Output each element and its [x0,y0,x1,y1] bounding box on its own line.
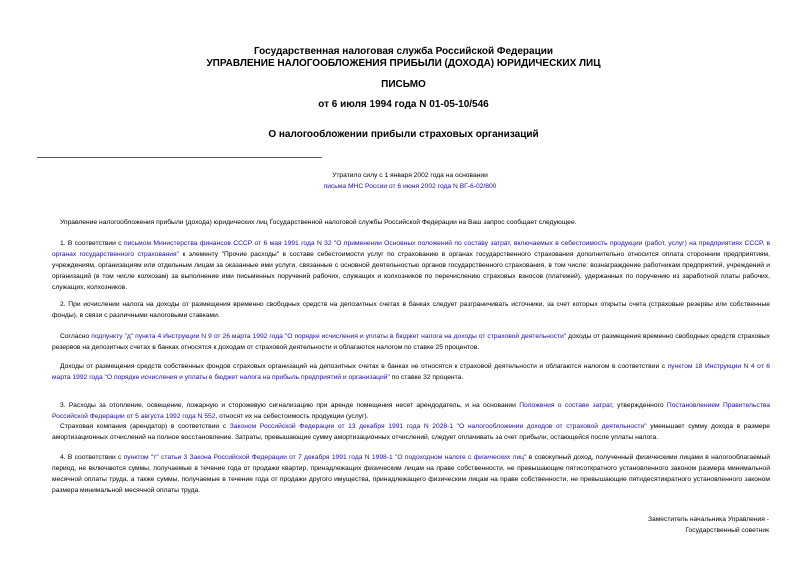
signature-line-1: Заместитель начальника Управления - [647,516,769,523]
paragraph-1-link[interactable]: письмом Министерства финансов СССР от 6 мая 1991 года N 32 "О применении Основных положений по составу затрат, включаемых в себестоимость продукции (работ, услуг) на предприятиях СССР, в органах государственного страхования" [52,240,770,258]
paragraph-7-text-b: в совокупный доход, полученный физическими лицами в налогооблагаемый период, не включаются суммы, получаемые в течение года от продажи квартир, принадлежащих физическим лицам на праве собственности, не превышающие пятисоткратного установленного законом размера минимальной месячной оплаты труда, а также суммы, получаемые в течение года от продажи другого имущества, принадлежащего физическим лицам на праве собственности, не превышающие пятидесятикратного установленного законом размера минимальной месячной оплаты труда. [52,454,770,494]
status-note-text: Утратило силу с 1 января 2002 года на основании [332,172,488,179]
separator-line [37,157,322,158]
paragraph-5-link-1[interactable]: Положения о составе затрат [519,402,612,409]
document-date: от 6 июля 1994 года N 01-05-10/546 [318,99,489,110]
paragraph-4-text-b: по ставке 32 процента. [389,374,464,381]
paragraph-7-link[interactable]: пунктом "т" статьи 3 Закона Российской Федерации от 7 декабря 1991 года N 1998-1 "О подоходном налоге с физических лиц" [123,454,527,461]
paragraph-4 [52,361,770,383]
paragraph-5 [52,400,770,422]
paragraph-6-text-a: Страховая компания (арендатор) в соответствии с [60,423,230,430]
document-title: О налогообложении прибыли страховых организаций [268,129,539,140]
status-note [300,170,520,192]
issuer-name: Государственная налоговая служба Российской Федерации [253,46,554,57]
paragraph-5-text-a: 3. Расходы за отопление, освещение, пожарную и сторожевую сигнализацию при аренде помещения несет арендодатель, и на основании [60,402,520,409]
paragraph-7-text-a: 4. В соответствии с [60,454,124,461]
paragraph-4-link[interactable]: пунктом 18 Инструкции N 4 от 6 марта 1992 года "О порядке исчисления и уплаты в бюджет налога на прибыль предприятий и организаций" [52,363,770,381]
paragraph-1-text-a: 1. В соответствии с [60,240,124,247]
paragraph-3-text-a: Согласно [60,333,92,340]
department-name: УПРАВЛЕНИЕ НАЛОГООБЛОЖЕНИЯ ПРИБЫЛИ (ДОХОДА) ЮРИДИЧЕСКИХ ЛИЦ [206,58,601,69]
paragraph-5-text-c: , относят их на себестоимость продукции (услуг). [215,413,369,420]
intro-paragraph: Управление налогообложения прибыли (дохода) юридических лиц Государственной налоговой службы Российской Федерации на Ваш запрос сообщает следующее. [60,219,577,226]
paragraph-4-text-a: Доходы от размещения средств собственных фондов страховых организаций на депозитных счетах в банках не относятся к страховой деятельности и облагаются налогом в соответствии с [60,363,668,370]
paragraph-1 [52,238,770,293]
paragraph-3-text-b: доходы от размещения временно свободных средств страховых резервов на депозитных счетах в банках относятся к доходам от страховой деятельности и облагаются налогом по ставке 25 процентов. [52,333,770,351]
paragraph-6 [52,421,770,443]
document-type: ПИСЬМО [381,79,426,90]
paragraph-6-link[interactable]: Законом Российской Федерации от 13 декабря 1991 года N 2028-1 "О налогообложении доходов от страховой деятельности" [229,423,647,430]
signature-line-2: Государственный советник [685,527,769,534]
paragraph-6-text-b: уменьшает сумму дохода в размере амортизационных отчислений на полное восстановление. Затраты, превышающие сумму амортизационных отчислений, следует оплачивать за счет прибыли, остающейся после уплаты налога. [52,423,770,441]
status-note-link[interactable]: письма МНС России от 6 июня 2002 года N ВГ-6-02/800 [323,183,497,190]
paragraph-2: 2. При исчислении налога на доходы от размещения временно свободных средств на депозитных счетах в банках следует разграничивать источники, за счет которых открыты счета (страховые резервы или собственные фонды), в связи с различными налоговыми ставками. [52,301,770,319]
paragraph-5-text-b: , утвержденного [611,402,667,409]
paragraph-5-link-2[interactable]: Постановлением Правительства Российской Федерации от 5 августа 1992 года N 552 [52,402,770,420]
paragraph-1-text-b: к элементу "Прочие расходы" в составе себестоимости услуг по страхованию в органах государственного страхования дополнительно относится оплата сторонним предприятиям, учреждениям, организациям или отдельным лицам за оказанные ими услуги, связанные с основной деятельностью органов государственного страхования, в том числе: вознаграждение работникам предприятий, учреждений и организаций (в том числе колхозам) за выполнение ими письменных поручений рабочих, служащих и колхозников по перечислению страховых взносов (платежей), удержанных по поручению из заработной платы рабочих, служащих, колхозников. [52,251,771,291]
paragraph-3-link[interactable]: подпункту "д" пункта 4 Инструкции N 9 от 26 марта 1992 года "О порядке исчисления и уплаты в бюджет налога на доходы от страховой деятельности" [91,333,567,340]
paragraph-7 [52,452,770,496]
signature-block [469,514,769,536]
paragraph-3 [52,331,770,353]
